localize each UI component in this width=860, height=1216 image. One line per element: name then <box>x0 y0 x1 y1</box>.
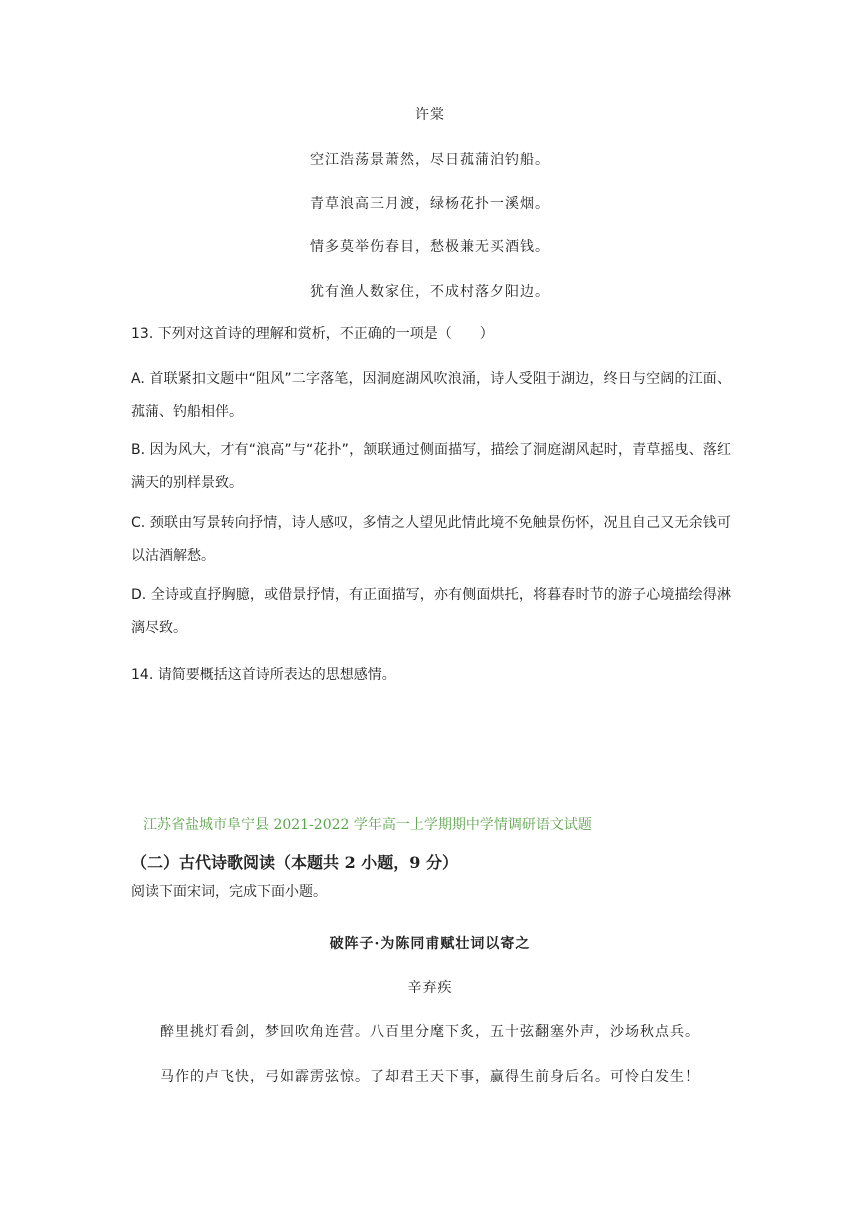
question-13-option-c: C. 颈联由写景转向抒情，诗人感叹，多情之人望见此情此境不免触景伤怀，况且自己又无余钱可以沽酒解愁。 <box>131 515 731 564</box>
instruction-text: 阅读下面宋词，完成下面小题。 <box>131 884 327 900</box>
poem1-line: 空江浩荡景萧然，尽日菰蒲泊钓船。 <box>310 152 550 168</box>
poem1-line: 犹有渔人数家住，不成村落夕阳边。 <box>310 284 550 300</box>
poem1-author: 许棠 <box>415 107 445 123</box>
question-13-option-d: D. 全诗或直抒胸臆，或借景抒情，有正面描写，亦有侧面烘托，将暮春时节的游子心境描绘得淋漓尽致。 <box>131 587 731 636</box>
question-14-stem: 14. 请简要概括这首诗所表达的思想感情。 <box>131 667 396 683</box>
question-13-option-b: B. 因为风大，才有“浪高”与“花扑”，颔联通过侧面描写，描绘了洞庭湖风起时，青草摇曳、落红满天的别样景致。 <box>131 442 731 491</box>
poem2-title: 破阵子·为陈同甫赋壮词以寄之 <box>329 936 531 952</box>
poem2-line: 醉里挑灯看剑，梦回吹角连营。八百里分麾下炙，五十弦翻塞外声，沙场秋点兵。 <box>160 1024 700 1040</box>
question-13-option-a: A. 首联紧扣文题中“阻风”二字落笔，因洞庭湖风吹浪涌，诗人受阻于湖边，终日与空阔的江面、菰蒲、钓船相伴。 <box>131 371 731 420</box>
poem2-line: 马作的卢飞快，弓如霹雳弦惊。了却君王天下事，赢得生前身后名。可怜白发生！ <box>160 1069 700 1085</box>
question-13-stem: 13. 下列对这首诗的理解和赏析，不正确的一项是（ ） <box>131 326 494 342</box>
poem1-line: 青草浪高三月渡，绿杨花扑一溪烟。 <box>310 196 550 212</box>
poem1-line: 情多莫举伤春目，愁极兼无买酒钱。 <box>310 239 550 255</box>
section-title: （二）古代诗歌阅读（本题共 2 小题，9 分） <box>131 853 458 872</box>
source-label: 江苏省盐城市阜宁县 2021-2022 学年高一上学期期中学情调研语文试题 <box>143 817 592 833</box>
poem2-author: 辛弃疾 <box>407 980 453 996</box>
